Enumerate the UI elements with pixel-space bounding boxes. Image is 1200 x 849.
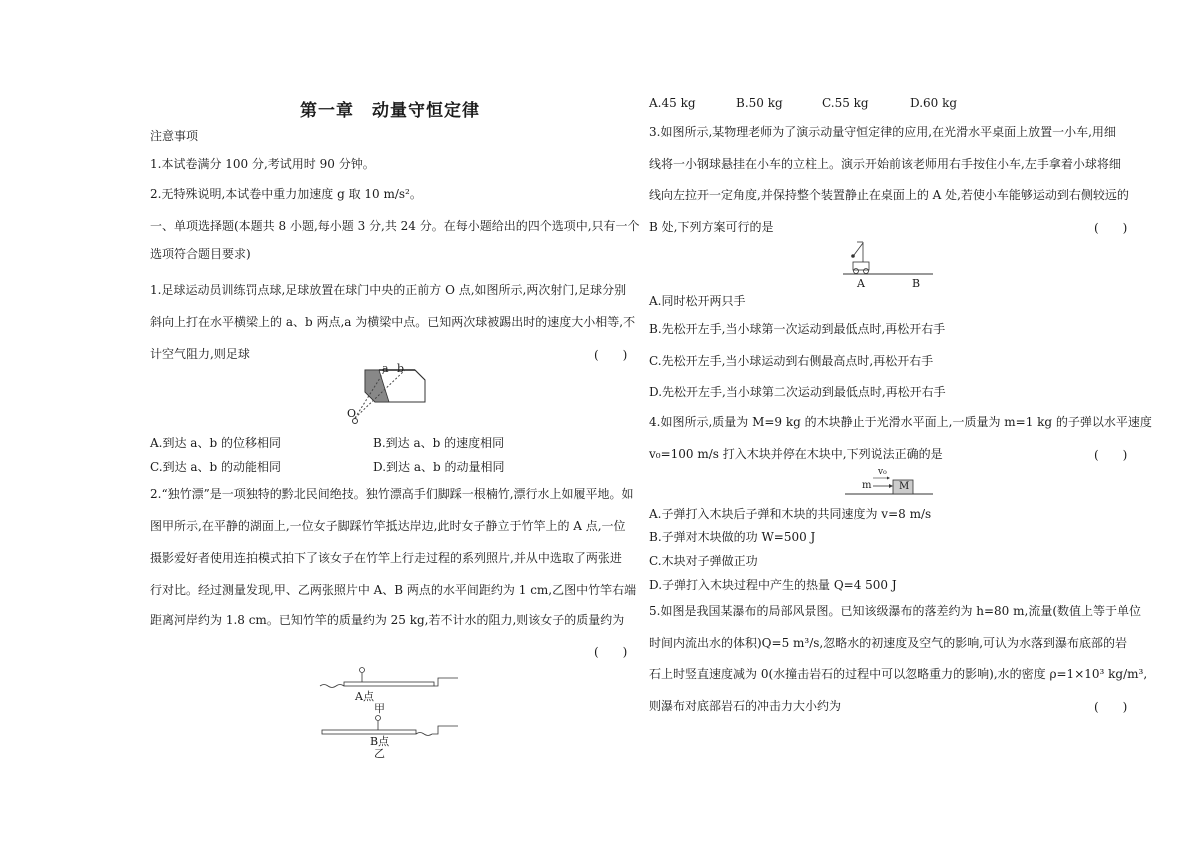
q4-option-d[interactable]: D.子弹打入木块过程中产生的热量 Q=4 500 J: [649, 578, 897, 592]
notice-item-1: 1.本试卷满分 100 分,考试用时 90 分钟。: [150, 157, 375, 171]
q2-option-a[interactable]: A.45 kg: [649, 96, 696, 110]
q2-answer-bracket: ( ): [594, 645, 628, 659]
q1-option-a[interactable]: A.到达 a、b 的位移相同: [150, 436, 281, 450]
q5-stem-line4: 则瀑布对底部岩石的冲击力大小约为: [649, 699, 842, 713]
q2-stem-line4: 行对比。经过测量发现,甲、乙两张照片中 A、B 两点的水平间距约为 1 cm,乙图中竹竿右端: [150, 583, 637, 597]
q1-goal-figure: [345, 366, 435, 426]
q4-option-c[interactable]: C.木块对子弹做正功: [649, 554, 758, 568]
q4-option-b[interactable]: B.子弹对木块做的功 W=500 J: [649, 530, 816, 544]
page-title: 第一章 动量守恒定律: [300, 101, 480, 121]
q2-figure-label-a: A点: [355, 690, 374, 703]
q1-stem-line2: 斜向上打在水平横梁上的 a、b 两点,a 为横梁中点。已知两次球被踢出时的速度大小相等,不: [150, 315, 636, 329]
q4-figure-label-big-m: M: [899, 481, 910, 492]
q2-option-c[interactable]: C.55 kg: [822, 96, 869, 110]
q2-figure-label-yi: 乙: [374, 747, 385, 760]
q2-option-b[interactable]: B.50 kg: [736, 96, 783, 110]
q3-stem-line2: 线将一小钢球悬挂在小车的立柱上。演示开始前该老师用右手按住小车,左手拿着小球将细: [649, 157, 1121, 171]
q4-answer-bracket: ( ): [1094, 448, 1128, 462]
q1-option-b[interactable]: B.到达 a、b 的速度相同: [373, 436, 505, 450]
q1-figure-label-o: O: [347, 407, 357, 420]
q3-stem-line3: 线向左拉开一定角度,并保持整个装置静止在桌面上的 A 处,若使小车能够运动到右侧较远的: [649, 188, 1129, 202]
q1-stem-line3: 计空气阻力,则足球: [150, 347, 250, 361]
q5-answer-bracket: ( ): [1094, 700, 1128, 714]
q2-figure-label-jia: 甲: [374, 702, 385, 715]
q2-option-d[interactable]: D.60 kg: [910, 96, 958, 110]
q3-answer-bracket: ( ): [1094, 221, 1128, 235]
q3-stem-line1: 3.如图所示,某物理老师为了演示动量守恒定律的应用,在光滑水平桌面上放置一小车,用细: [649, 125, 1116, 139]
q4-block-figure: [845, 468, 935, 498]
notice-heading: 注意事项: [150, 129, 199, 143]
q2-stem-line5: 距离河岸约为 1.8 cm。已知竹竿的质量约为 25 kg,若不计水的阻力,则该女子的质量约为: [150, 613, 625, 627]
section1-heading-line2: 选项符合题目要求): [150, 247, 251, 261]
q3-stem-line4: B 处,下列方案可行的是: [649, 220, 774, 234]
q2-stem-line1: 2.“独竹漂”是一项独特的黔北民间绝技。独竹漂高手们脚踩一根楠竹,漂行水上如履平地。如: [150, 487, 634, 501]
q3-option-b[interactable]: B.先松开左手,当小球第一次运动到最低点时,再松开右手: [649, 322, 946, 336]
q1-option-d[interactable]: D.到达 a、b 的动量相同: [373, 460, 505, 474]
q2-figure-label-b: B点: [370, 735, 390, 748]
q4-figure-label-v0: v₀: [878, 467, 887, 477]
section1-heading-line1: 一、单项选择题(本题共 8 小题,每小题 3 分,共 24 分。在每小题给出的四个选项中,只有一个: [150, 219, 640, 233]
q3-option-d[interactable]: D.先松开左手,当小球第二次运动到最低点时,再松开右手: [649, 385, 946, 399]
q3-figure-label-b: B: [912, 277, 921, 290]
q5-stem-line1: 5.如图是我国某瀑布的局部风景图。已知该级瀑布的落差约为 h=80 m,流量(数值上等于单位: [649, 604, 1142, 618]
q1-figure-label-a: a: [382, 362, 389, 375]
q3-option-a[interactable]: A.同时松开两只手: [649, 294, 746, 308]
q4-figure-label-m: m: [862, 480, 872, 491]
q2-stem-line3: 摄影爱好者使用连拍模式拍下了该女子在竹竿上行走过程的系列照片,并从中选取了两张进: [150, 551, 622, 565]
q5-stem-line3: 石上时竖直速度减为 0(水撞击岩石的过程中可以忽略重力的影响),水的密度 ρ=1×10³ kg/m³,: [649, 667, 1148, 681]
q3-option-c[interactable]: C.先松开左手,当小球运动到右侧最高点时,再松开右手: [649, 354, 934, 368]
q3-figure-label-a: A: [857, 277, 865, 290]
q1-figure-label-b: b: [397, 362, 405, 375]
q4-stem-line1: 4.如图所示,质量为 M=9 kg 的木块静止于光滑水平面上,一质量为 m=1 kg 的子弹以水平速度: [649, 415, 1152, 429]
q1-answer-bracket: ( ): [594, 348, 628, 362]
q1-stem-line1: 1.足球运动员训练罚点球,足球放置在球门中央的正前方 O 点,如图所示,两次射门,足球分别: [150, 283, 627, 297]
notice-item-2: 2.无特殊说明,本试卷中重力加速度 g 取 10 m/s²。: [150, 187, 422, 201]
q5-stem-line2: 时间内流出水的体积)Q=5 m³/s,忽略水的初速度及空气的影响,可认为水落到瀑布底部的岩: [649, 636, 1128, 650]
q1-option-c[interactable]: C.到达 a、b 的动能相同: [150, 460, 282, 474]
q2-stem-line2: 图甲所示,在平静的湖面上,一位女子脚踩竹竿抵达岸边,此时女子静立于竹竿上的 A 点,一位: [150, 519, 626, 533]
q4-stem-line2: v₀=100 m/s 打入木块并停在木块中,下列说法正确的是: [649, 447, 943, 461]
q4-option-a[interactable]: A.子弹打入木块后子弹和木块的共同速度为 v=8 m/s: [649, 507, 932, 521]
q2-bamboo-figure: [318, 664, 468, 744]
